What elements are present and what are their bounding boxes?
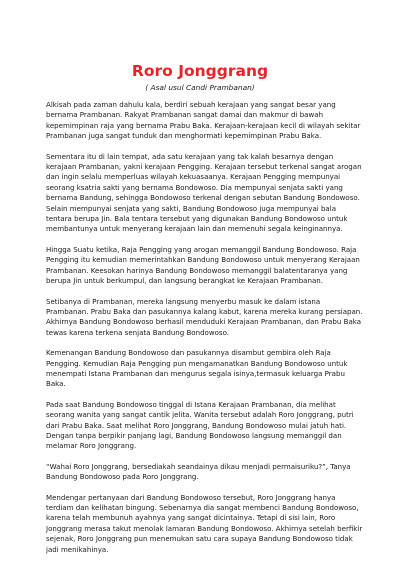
paragraph-4: Setibanya di Prambanan, mereka langsung menyerbu masuk ke dalam istana Prambanan. Prabu Baka dan pasukannya kalang kabut, karena mereka kurang persiapan. Akhirnya Bandung Bondowoso berhasil menduduki Kerajaan Prambanan, dan Prabu Baka tewas karena terkena senjata Bandung Bondowoso. — [46, 296, 363, 337]
document-subtitle: ( Asal usul Candi Prambanan) — [145, 83, 255, 92]
document-title: Roro Jonggrang — [131, 62, 269, 80]
paragraph-8: Mendengar pertanyaan dari Bandung Bondowoso tersebut, Roro Jonggrang hanya terdiam dan kelihatan bingung. Sebenarnya dia sangat membenci Bandung Bondowoso, karena telah membunuh ayahnya yang sangat dicintainya. Tetapi di sisi lain, Roro Jonggrang merasa takut menolak lamaran Bandung Bondowoso. Akhirnya setelah berfikir sejenak, Roro Jonggrang pun menemukan satu cara supaya Bandung Bondowoso tidak jadi menikahinya. — [46, 492, 363, 554]
document-body — [46, 100, 364, 565]
paragraph-1: Alkisah pada zaman dahulu kala, berdiri sebuah kerajaan yang sangat besar yang bernama Prambanan. Rakyat Prambanan sangat damai dan makmur di bawah kepemimpinan raja yang bernama Prabu Baka. Kerajaan-kerajaan kecil di wilayah sekitar Prambanan juga sangat tunduk dan menghormati kepemimpinan Prabu Baka. — [46, 100, 361, 141]
paragraph-2: Sementara itu di lain tempat, ada satu kerajaan yang tak kalah besarnya dengan kerajaan Prambanan, yakni kerajaan Pengging. Kerajaan tersebut terkenal sangat arogan dan ingin selalu memperluas wilayah kekuasaanya. Kerajaan Pengging mempunyai seorang ksatria sakti yang bernama Bondowoso. Dia mempunyai senjata sakti yang bernama Bandung, sehingga Bondowoso terkenal dengan sebutan Bandung Bondowoso. Selain mempunyai senjata yang sakti, Bandung Bondowoso juga mempunyai bala tentara berupa Jin. Bala tentara tersebut yang digunakan Bandung Bondowoso untuk membantunya untuk menyerang kerajaan lain dan memenuhi segala keinginannya. — [46, 151, 362, 234]
paragraph-7: “Wahai Roro Jonggrang, bersediakah seandainya dikau menjadi permaisuriku?”, Tanya Bandung Bondowoso pada Roro Jonggrang. — [46, 461, 351, 482]
paragraph-6: Pada saat Bandung Bondowoso tinggal di Istana Kerajaan Prambanan, dia melihat seorang wanita yang sangat cantik jelita. Wanita tersebut adalah Roro Jonggrang, putri dari Prabu Baka. Saat melihat Roro Jonggrang, Bandung Bondowoso mulai jatuh hati. Dengan tanpa berpikir panjang lagi, Bandung Bondowoso langsung memanggil dan melamar Roro Jonggrang. — [46, 399, 354, 451]
paragraph-3: Hingga Suatu ketika, Raja Pengging yang arogan memanggil Bandung Bondowoso. Raja Pengging itu kemudian memerintahkan Bandung Bondowoso untuk menyerang Kerajaan Prambanan. Keesokan harinya Bandung Bondowoso memanggil balatentaranya yang berupa Jin untuk berkumpul, dan langsung berangkat ke Kerajaan Prambanan. — [46, 244, 360, 286]
paragraph-5: Kemenangan Bandung Bondowoso dan pasukannya disambut gembira oleh Raja Pengging. Kemudian Raja Pengging pun mengamanatkan Bandung Bondowoso untuk menempati Istana Prambanan dan mengurus segala isinya,termasuk keluarga Prabu Baka. — [46, 348, 348, 389]
